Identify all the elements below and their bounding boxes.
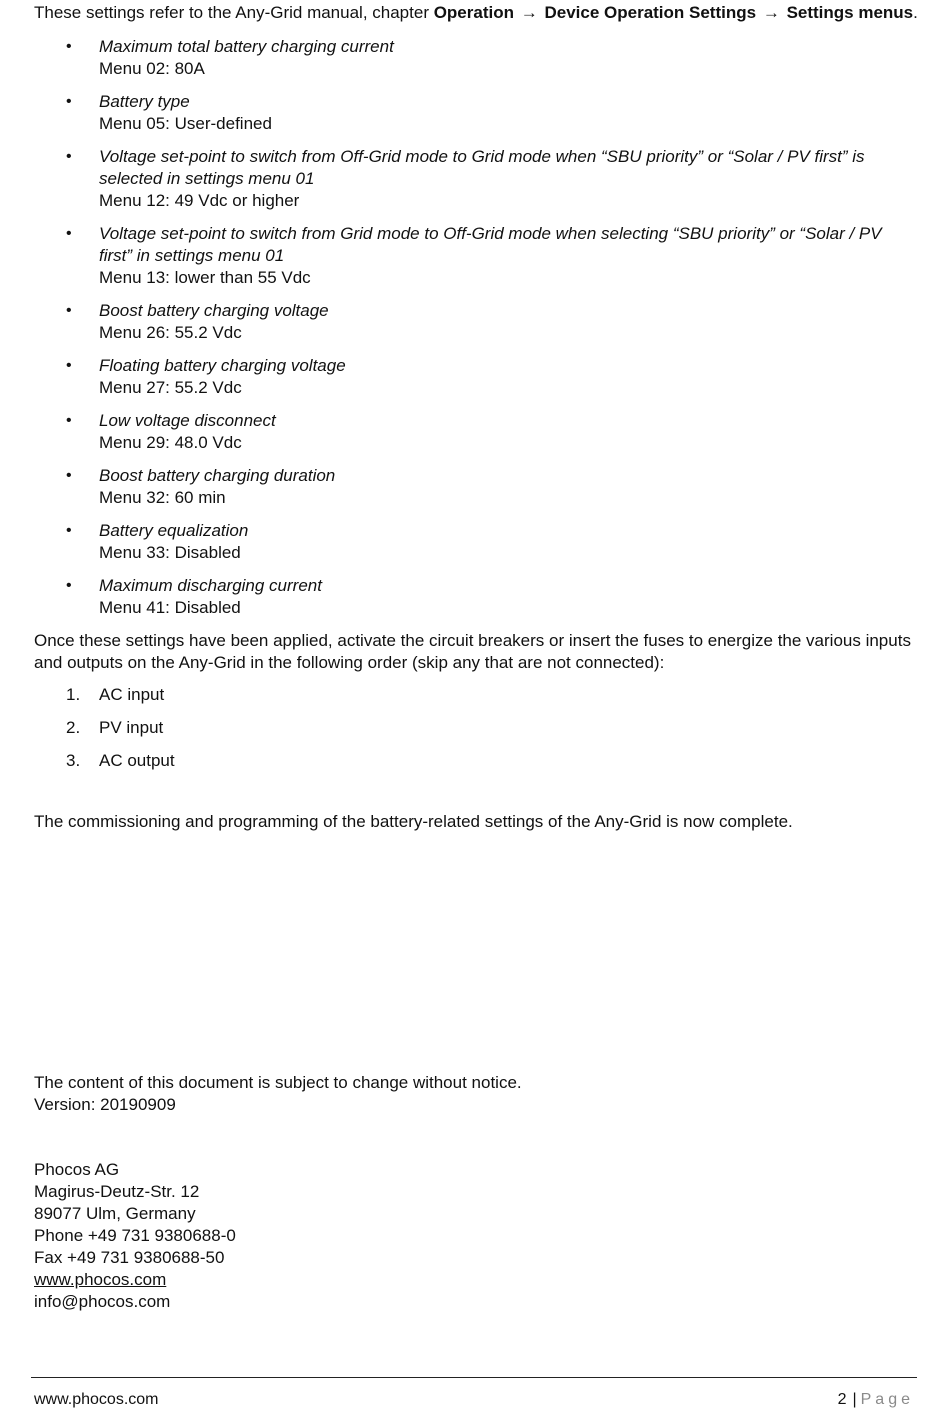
list-item [34,410,918,454]
list-item [34,465,918,509]
bullet-icon: • [66,522,72,539]
footer-divider [31,1377,917,1378]
setting-description: Low voltage disconnect [99,411,276,430]
list-item [34,750,918,772]
list-item [34,520,918,564]
setting-value: Menu 32: 60 min [99,488,226,507]
list-number: 2. [66,718,81,737]
notice-text: The content of this document is subject to change without notice. [34,1073,522,1092]
chapter-settings-menus: Settings menus [786,3,914,22]
intro-paragraph [34,2,918,24]
setting-value: Menu 41: Disabled [99,598,241,617]
bullet-icon: • [66,302,72,319]
intro-text: These settings refer to the Any-Grid manual, chapter [34,3,434,22]
bullet-icon: • [66,225,72,242]
bullet-icon: • [66,412,72,429]
chapter-device-operation-settings: Device Operation Settings [544,3,757,22]
list-item [34,91,918,135]
bullet-icon: • [66,467,72,484]
list-item [34,355,918,399]
setting-description: Boost battery charging duration [99,466,336,485]
setting-value: Menu 05: User-defined [99,114,272,133]
settings-list [34,36,918,619]
page-separator: | [852,1391,857,1408]
street-address: Magirus-Deutz-Str. 12 [34,1182,200,1201]
list-label: AC output [99,751,175,770]
list-item [34,684,918,706]
website-link[interactable]: www.phocos.com [34,1270,167,1289]
list-label: AC input [99,685,165,704]
bullet-icon: • [66,93,72,110]
completion-note: The commissioning and programming of the battery-related settings of the Any-Grid is now complete. [34,812,793,831]
bullet-icon: • [66,38,72,55]
list-number: 1. [66,685,81,704]
footer-page-indicator [838,1389,914,1411]
version-text: Version: 20190909 [34,1095,176,1114]
footer-website: www.phocos.com [34,1391,159,1408]
setting-value: Menu 12: 49 Vdc or higher [99,191,300,210]
page-number: 2 [837,1391,847,1408]
list-item [34,146,918,212]
setting-description: Battery type [99,92,190,111]
setting-value: Menu 26: 55.2 Vdc [99,323,242,342]
setting-value: Menu 02: 80A [99,59,205,78]
document-page [34,0,918,1311]
setting-description: Battery equalization [99,521,249,540]
bullet-icon: • [66,357,72,374]
list-label: PV input [99,718,164,737]
setting-value: Menu 33: Disabled [99,543,241,562]
setting-value: Menu 29: 48.0 Vdc [99,433,242,452]
setting-description: Boost battery charging voltage [99,301,329,320]
intro-end: . [913,3,918,22]
phone-number: Phone +49 731 9380688-0 [34,1226,236,1245]
list-number: 3. [66,751,81,770]
list-item [34,223,918,289]
company-name: Phocos AG [34,1160,120,1179]
email-address: info@phocos.com [34,1292,171,1311]
bullet-icon: • [66,148,72,165]
energize-instructions: Once these settings have been applied, activate the circuit breakers or insert the fuses to energize the various inputs and outputs on the Any-Grid in the following order (skip any that are not connected): [34,631,911,672]
fax-number: Fax +49 731 9380688-50 [34,1248,225,1267]
list-item [34,300,918,344]
setting-value: Menu 27: 55.2 Vdc [99,378,242,397]
energize-order-list [34,684,918,772]
setting-value: Menu 13: lower than 55 Vdc [99,268,311,287]
setting-description: Voltage set-point to switch from Off-Grid mode to Grid mode when “SBU priority” or “Solar / PV first” is selected in settings menu 01 [99,147,865,188]
setting-description: Maximum discharging current [99,576,322,595]
setting-description: Voltage set-point to switch from Grid mode to Off-Grid mode when selecting “SBU priority” or “Solar / PV first” in settings menu 01 [99,224,882,265]
chapter-operation: Operation [433,3,514,22]
arrow-icon: → [520,3,538,22]
list-item [34,717,918,739]
company-address [34,1159,236,1313]
page-label: Page [860,1391,914,1408]
arrow-icon: → [762,3,780,22]
setting-description: Floating battery charging voltage [99,356,346,375]
list-item [34,36,918,80]
bullet-icon: • [66,577,72,594]
setting-description: Maximum total battery charging current [99,37,394,56]
list-item [34,575,918,619]
change-notice [34,1072,522,1116]
city-address: 89077 Ulm, Germany [34,1204,196,1223]
